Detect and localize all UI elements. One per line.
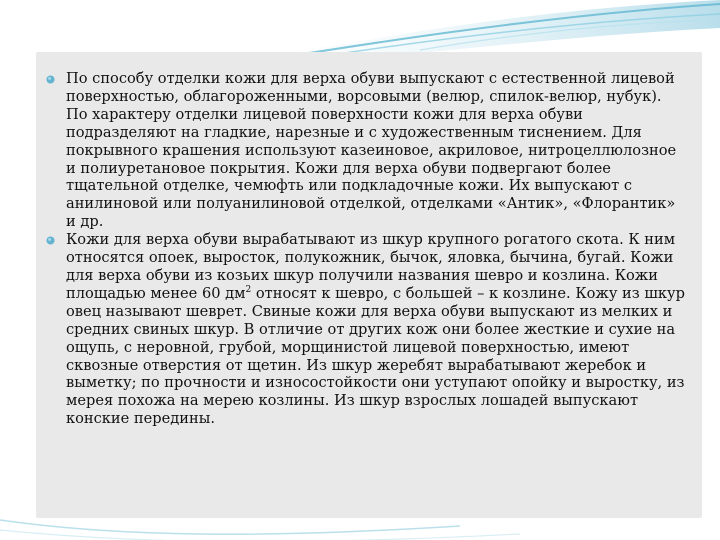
bullet-text-part: относят к шевро, с большей – к козлине. Кожу из шкур овец называют шеврет. Свиные кожи для верха обуви выпускают из мелких и средних свиных шкур. В отличие от других кож они более жесткие и сухие на ощупь, с неровной, грубой, морщинистой лицевой поверхностью, имеют сквозные отверстия от щетин. Из шкур жеребят вырабатывают жеребок и выметку; по прочности и износостойкости они уступают опойку и выростку, из мерея похожа на мерею козлины. Из шкур взрослых лошадей выпускают конские передины. (66, 284, 685, 428)
circle-bullet-icon (46, 236, 55, 245)
bullet-text-part: Кожи для верха обуви вырабатывают из шкур крупного рогатого скота. К ним относятся опоек, выросток, полукожник, бычок, яловка, бычина, бугай. Кожи для верха обуви из козьих шкур получили названия шевро и козлина. Кожи площадью менее 60 дм (66, 231, 676, 302)
bullet-item (46, 70, 686, 231)
superscript: 2 (245, 285, 252, 296)
bullet-text: По способу отделки кожи для верха обуви выпускают с естественной лицевой поверхностью, облагороженными, ворсовыми (велюр, спилок-велюр, нубук). По характеру отделки лицевой поверхности кожи для верха обуви подразделяют на гладкие, нарезные и с художественным тиснением. Для покрывного крашения используют казеиновое, акриловое, нитроцеллюлозное и полиуретановое покрытия. Кожи для верха обуви подвергают более тщательной отделке, чемюфть или подкладочные кожи. Их выпускают с анилиновой или полуанилиновой отделкой, отделками «Антик», «Флорантик» и др. (66, 70, 677, 231)
circle-bullet-icon (46, 75, 55, 84)
bottom-swoosh-line-2 (0, 530, 520, 540)
bottom-swoosh-line-1 (0, 520, 460, 534)
bullet-list (46, 70, 686, 428)
bullet-item (46, 231, 686, 428)
bullet-text (66, 231, 686, 428)
